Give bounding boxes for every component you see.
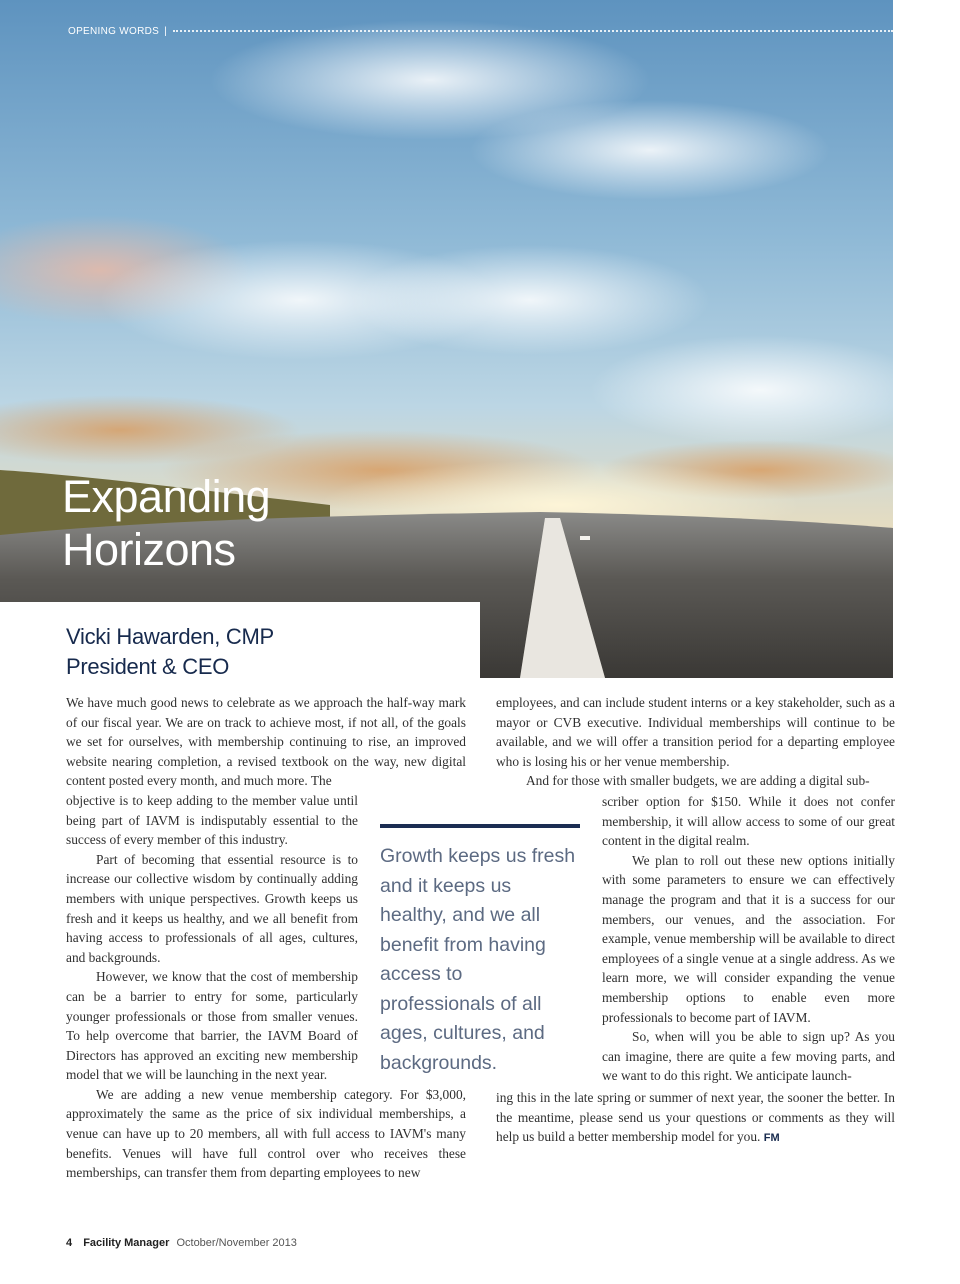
paragraph: employees, and can include student interns or a key stakeholder, such as a mayor or CVB executive. Individual memberships will continue to be available, and we will offer a transition period for a departing employee who is losing his or her venue membership. — [496, 695, 895, 769]
page-number: 4 — [66, 1237, 73, 1249]
pull-quote: Growth keeps us fresh and it keeps us healthy, and we all benefit from having access to professionals of all ages, cultures, and backgrounds. — [380, 824, 580, 1078]
paragraph: We are adding a new venue membership category. For $3,000, approximately the same as the price of six individual memberships, a venue can have up to 20 members, all with full access to IAVM's many benefits. Venues will have full control over who receives these memberships, can transfer them from departing employees to new — [66, 1086, 466, 1181]
headline-line-1: Expanding — [62, 471, 271, 522]
author-name: Vicki Hawarden, CMP — [66, 624, 274, 649]
paragraph: Part of becoming that essential resource is to increase our collective wisdom by continually adding members with unique perspectives. Growth keeps us fresh and it keeps us healthy, and we all benefit from having access to professionals of all ages, cultures, and backgrounds. — [66, 851, 358, 965]
paragraph: scriber option for $150. While it does not confer membership, it will allow access to some of our great content in the digital realm. — [602, 794, 895, 849]
paragraph: And for those with smaller budgets, we are adding a digital sub- — [526, 773, 870, 789]
paragraph: So, when will you be able to sign up? As you can imagine, there are quite a few moving parts, and we want to do this right. We anticipate launch- — [602, 1029, 895, 1084]
road-horizon-photo-icon — [0, 0, 893, 678]
section-label-text: OPENING WORDS — [68, 25, 160, 37]
dotted-rule — [173, 30, 893, 32]
article-headline — [62, 470, 270, 576]
issue-date: October/November 2013 — [176, 1237, 297, 1249]
hero-image — [0, 0, 893, 678]
paragraph: objective is to keep adding to the member value until being part of IAVM is indisputably essential to the success of every member of this industry. — [66, 792, 358, 848]
narrow-column-block — [66, 791, 358, 1085]
paragraph-text: ing this in the late spring or summer of next year, the sooner the better. In the meantime, please send us your questions or comments as they will help us build a better membership model for you. — [496, 1090, 895, 1145]
article-column-right-bottom — [496, 1088, 895, 1149]
headline-line-2: Horizons — [62, 524, 236, 575]
section-separator: | — [164, 25, 168, 37]
article-column-right-mid — [602, 792, 895, 1086]
page-footer — [66, 1237, 297, 1249]
byline — [66, 622, 274, 682]
author-title: President & CEO — [66, 654, 230, 679]
end-mark: FM — [763, 1132, 780, 1145]
paragraph: We plan to roll out these new options initially with some parameters to ensure we can effectively manage the program and that it is a success for our members, our venues, and the association. For example, venue membership will be available to direct employees of a single venue at a single address. As we learn more, we will consider expanding the venue membership options to enable even more professionals to become part of IAVM. — [602, 852, 895, 1025]
article-column-right-top — [496, 693, 895, 791]
paragraph: We have much good news to celebrate as we approach the half-way mark of our fiscal year. We are on track to achieve most, if not all, of the goals we set for ourselves, with membership continuing to rise, an improved website nearing completion, a revised textbook on the way, new digital content posted every month, and much more. The — [66, 695, 466, 789]
magazine-name: Facility Manager — [83, 1237, 170, 1249]
paragraph — [496, 1088, 895, 1149]
paragraph: However, we know that the cost of membership can be a barrier to entry for some, particularly younger professionals or those from smaller venues. To help overcome that barrier, the IAVM Board of Directors has approved an exciting new membership model that we will be launching in the next year. — [66, 969, 358, 1083]
section-label — [68, 22, 893, 40]
